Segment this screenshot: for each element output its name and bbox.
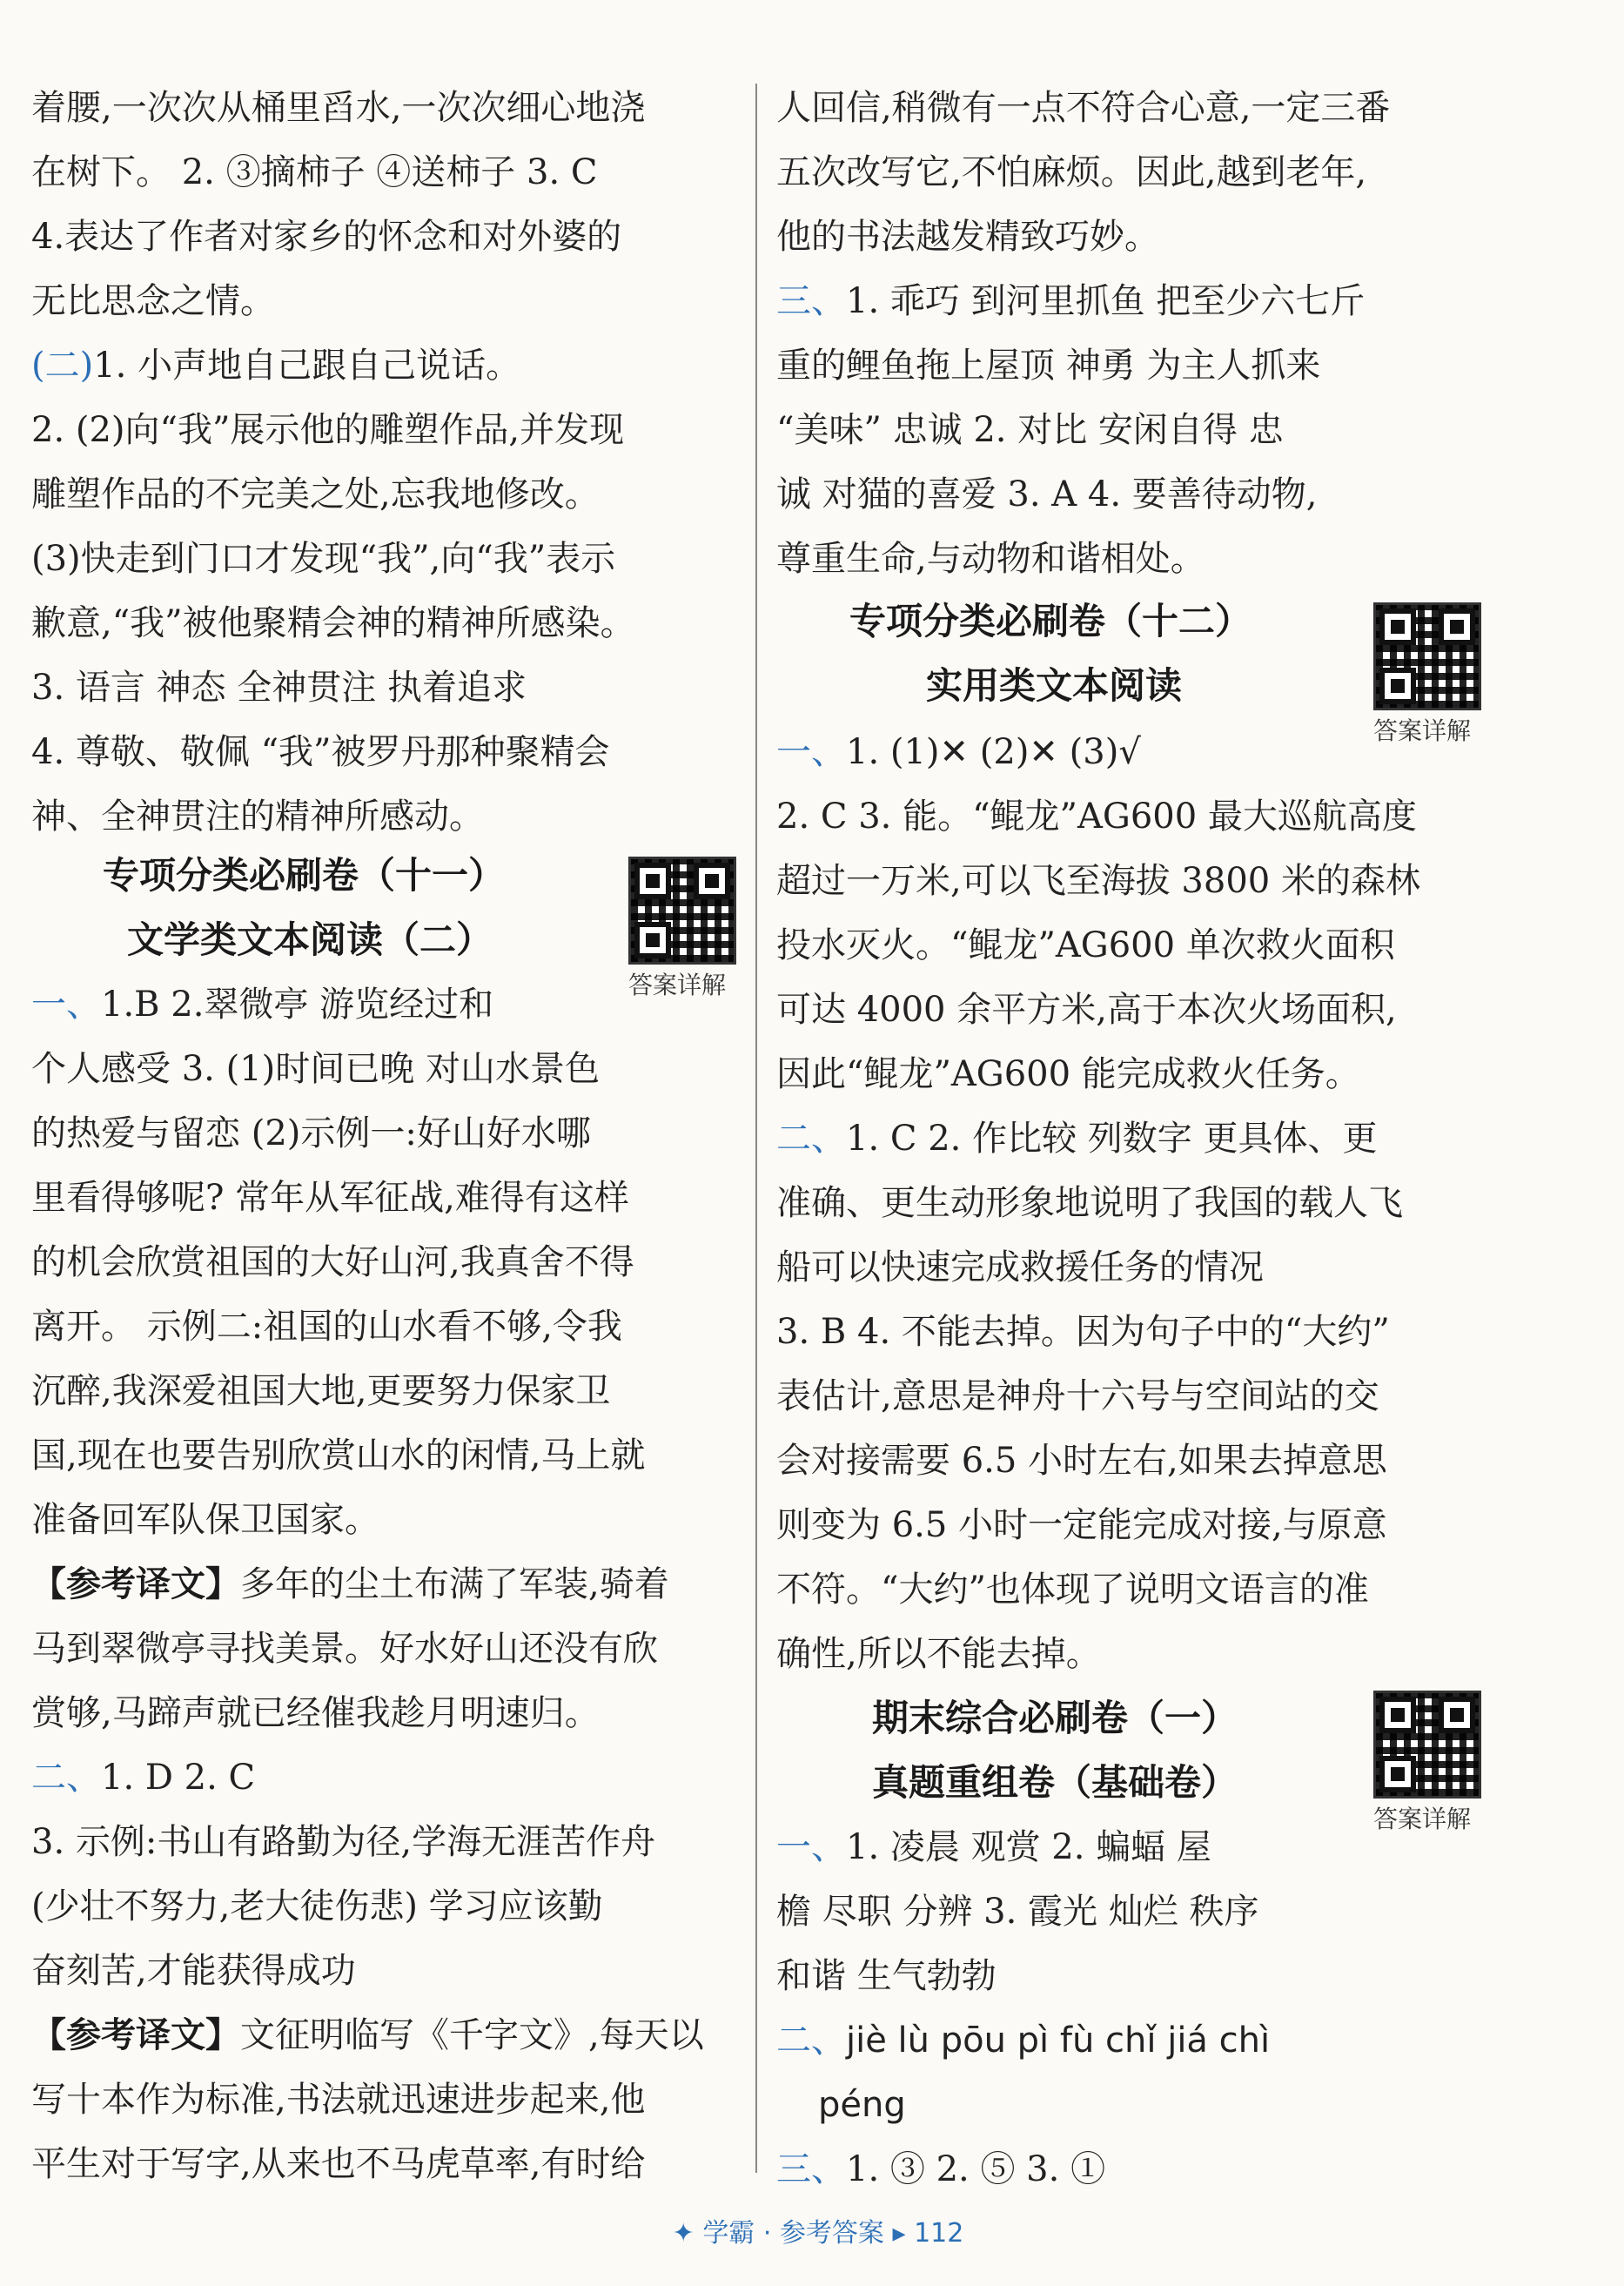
text-line: 可达 4000 余平方米,高于本次火场面积,: [776, 990, 1397, 1030]
text-line: 一、1. 凌晨 观赏 2. 蝙蝠 屋: [776, 1827, 1211, 1867]
text-line: 里看得够呢? 常年从军征战,难得有这样: [31, 1178, 629, 1218]
text-line: 三、1. ③ 2. ⑤ 3. ①: [776, 2149, 1106, 2189]
qr-code-icon[interactable]: [1373, 1691, 1481, 1799]
text-line: 投水灭火。“鲲龙”AG600 单次救火面积: [776, 925, 1395, 965]
text-line: 【参考译文】文征明临写《千字文》,每天以: [31, 2014, 704, 2055]
text-line: 则变为 6.5 小时一定能完成对接,与原意: [776, 1505, 1387, 1545]
text-line: 个人感受 3. (1)时间已晚 对山水景色: [31, 1049, 600, 1089]
text-line: 3. 示例:书山有路勤为径,学海无涯苦作舟: [31, 1822, 656, 1862]
text-line: 在树下。 2. ③摘柿子 ④送柿子 3. C: [31, 152, 598, 192]
text-line: 二、1. D 2. C: [31, 1758, 256, 1798]
pinyin-line: 二、jiè lù pōu pì fù chǐ jiá chì: [776, 2020, 1271, 2061]
qr-caption: 答案详解: [628, 971, 727, 999]
text-line: 写十本作为标准,书法就迅速进步起来,他: [31, 2080, 646, 2120]
section-mark: 一、: [776, 1827, 846, 1867]
text-line: 平生对于写字,从来也不马虎草率,有时给: [31, 2144, 646, 2184]
reference-label: 【参考译文】: [31, 1563, 240, 1604]
section-subheading: 文学类文本阅读（二）: [127, 918, 493, 961]
footer-brand: 学霸: [702, 2218, 755, 2249]
text-line: 2. (2)向“我”展示他的雕塑作品,并发现: [31, 410, 625, 450]
qr-caption: 答案详解: [1373, 716, 1472, 745]
text-line: 沉醉,我深爱祖国大地,更要努力保家卫: [31, 1371, 611, 1411]
text-line: (3)快走到门口才发现“我”,向“我”表示: [31, 539, 616, 579]
text-line: 重的鲤鱼拖上屋顶 神勇 为主人抓来: [776, 346, 1321, 386]
text-line: 着腰,一次次从桶里舀水,一次次细心地浇: [31, 88, 646, 128]
text-line: 神、全神贯注的精神所感动。: [31, 797, 484, 837]
qr-caption: 答案详解: [1373, 1805, 1472, 1833]
text-line: 无比思念之情。: [31, 281, 275, 321]
text-line: 檐 尽职 分辨 3. 霞光 灿烂 秩序: [776, 1892, 1259, 1932]
page-number: 112: [914, 2218, 964, 2249]
pinyin-line: péng: [818, 2085, 906, 2125]
play-icon: ▸: [892, 2218, 906, 2249]
text-line: 3. B 4. 不能去掉。因为句子中的“大约”: [776, 1312, 1390, 1352]
text-line: 4. 尊敬、敬佩 “我”被罗丹那种聚精会: [31, 732, 610, 772]
text-line: 雕塑作品的不完美之处,忘我地修改。: [31, 474, 600, 514]
section-mark: 一、: [776, 732, 846, 772]
text-line: 确性,所以不能去掉。: [776, 1634, 1101, 1674]
text-line: 的机会欣赏祖国的大好山河,我真舍不得: [31, 1242, 634, 1282]
text-line: 3. 语言 神态 全神贯注 执着追求: [31, 668, 527, 708]
text-line: 和谐 生气勃勃: [776, 1956, 997, 1996]
text-line: 一、1. (1)✕ (2)✕ (3)√: [776, 732, 1141, 772]
section-heading: 专项分类必刷卷（十一）: [103, 854, 506, 897]
text-line: 奋刻苦,才能获得成功: [31, 1951, 356, 1991]
text-line: 准确、更生动形象地说明了我国的载人飞: [776, 1183, 1403, 1223]
text-line: 不符。“大约”也体现了说明文语言的准: [776, 1570, 1369, 1610]
text-line: 二、1. C 2. 作比较 列数字 更具体、更: [776, 1119, 1378, 1159]
text-line: 人回信,稍微有一点不符合心意,一定三番: [776, 88, 1391, 128]
section-mark: 一、: [31, 985, 101, 1025]
text-line: 歉意,“我”被他聚精会神的精神所感染。: [31, 603, 635, 643]
text-line: 五次改写它,不怕麻烦。因此,越到老年,: [776, 152, 1367, 192]
column-divider: [755, 84, 757, 2173]
text-line: 船可以快速完成救援任务的情况: [776, 1247, 1264, 1288]
qr-code-icon[interactable]: [1373, 602, 1481, 710]
text-line: 诚 对猫的喜爱 3. A 4. 要善待动物,: [776, 474, 1318, 514]
section-heading: 专项分类必刷卷（十二）: [849, 600, 1252, 642]
page-footer: ✦ 学霸 · 参考答案 ▸ 112: [672, 2218, 964, 2249]
text-line: 赏够,马蹄声就已经催我趁月明速归。: [31, 1693, 600, 1733]
footer-label: 参考答案: [779, 2218, 884, 2249]
text-line: 一、1.B 2.翠微亭 游览经过和: [31, 985, 494, 1025]
text-line: 尊重生命,与动物和谐相处。: [776, 539, 1205, 579]
text-line: 【参考译文】多年的尘土布满了军装,骑着: [31, 1563, 669, 1604]
section-mark: 二、: [776, 2020, 846, 2061]
brand-icon: ✦: [672, 2218, 695, 2249]
text-line: (少壮不努力,老大徒伤悲) 学习应该勤: [31, 1886, 603, 1926]
text-line: 他的书法越发精致巧妙。: [776, 217, 1159, 257]
text-line: “美味” 忠诚 2. 对比 安闲自得 忠: [776, 410, 1284, 450]
section-mark: 二、: [31, 1758, 101, 1798]
text-line: 2. C 3. 能。“鲲龙”AG600 最大巡航高度: [776, 797, 1417, 837]
text-line: 离开。 示例二:祖国的山水看不够,令我: [31, 1307, 622, 1347]
text-line: 表估计,意思是神舟十六号与空间站的交: [776, 1376, 1379, 1416]
text-line: 准备回军队保卫国家。: [31, 1500, 379, 1540]
text-line: 因此“鲲龙”AG600 能完成救火任务。: [776, 1054, 1360, 1094]
section-subheading: 实用类文本阅读: [926, 664, 1183, 707]
section-subheading: 真题重组卷（基础卷）: [872, 1761, 1238, 1804]
text-line: 会对接需要 6.5 小时左右,如果去掉意思: [776, 1441, 1387, 1481]
section-mark: 三、: [776, 2149, 846, 2189]
text-line: 的热爱与留恋 (2)示例一:好山好水哪: [31, 1113, 591, 1153]
text-line: 国,现在也要告别欣赏山水的闲情,马上就: [31, 1435, 646, 1476]
text-line: (二)1. 小声地自己跟自己说话。: [31, 346, 521, 386]
text-line: 超过一万米,可以飞至海拔 3800 米的森林: [776, 861, 1420, 901]
text-line: 4.表达了作者对家乡的怀念和对外婆的: [31, 217, 622, 257]
text-line: 三、1. 乖巧 到河里抓鱼 把至少六七斤: [776, 281, 1366, 321]
section-mark: (二): [31, 346, 94, 386]
qr-code-icon[interactable]: [628, 857, 736, 965]
reference-label: 【参考译文】: [31, 2014, 240, 2055]
section-mark: 三、: [776, 281, 846, 321]
section-heading: 期末综合必刷卷（一）: [872, 1697, 1238, 1739]
section-mark: 二、: [776, 1119, 846, 1159]
text-line: 马到翠微亭寻找美景。好水好山还没有欣: [31, 1629, 658, 1669]
